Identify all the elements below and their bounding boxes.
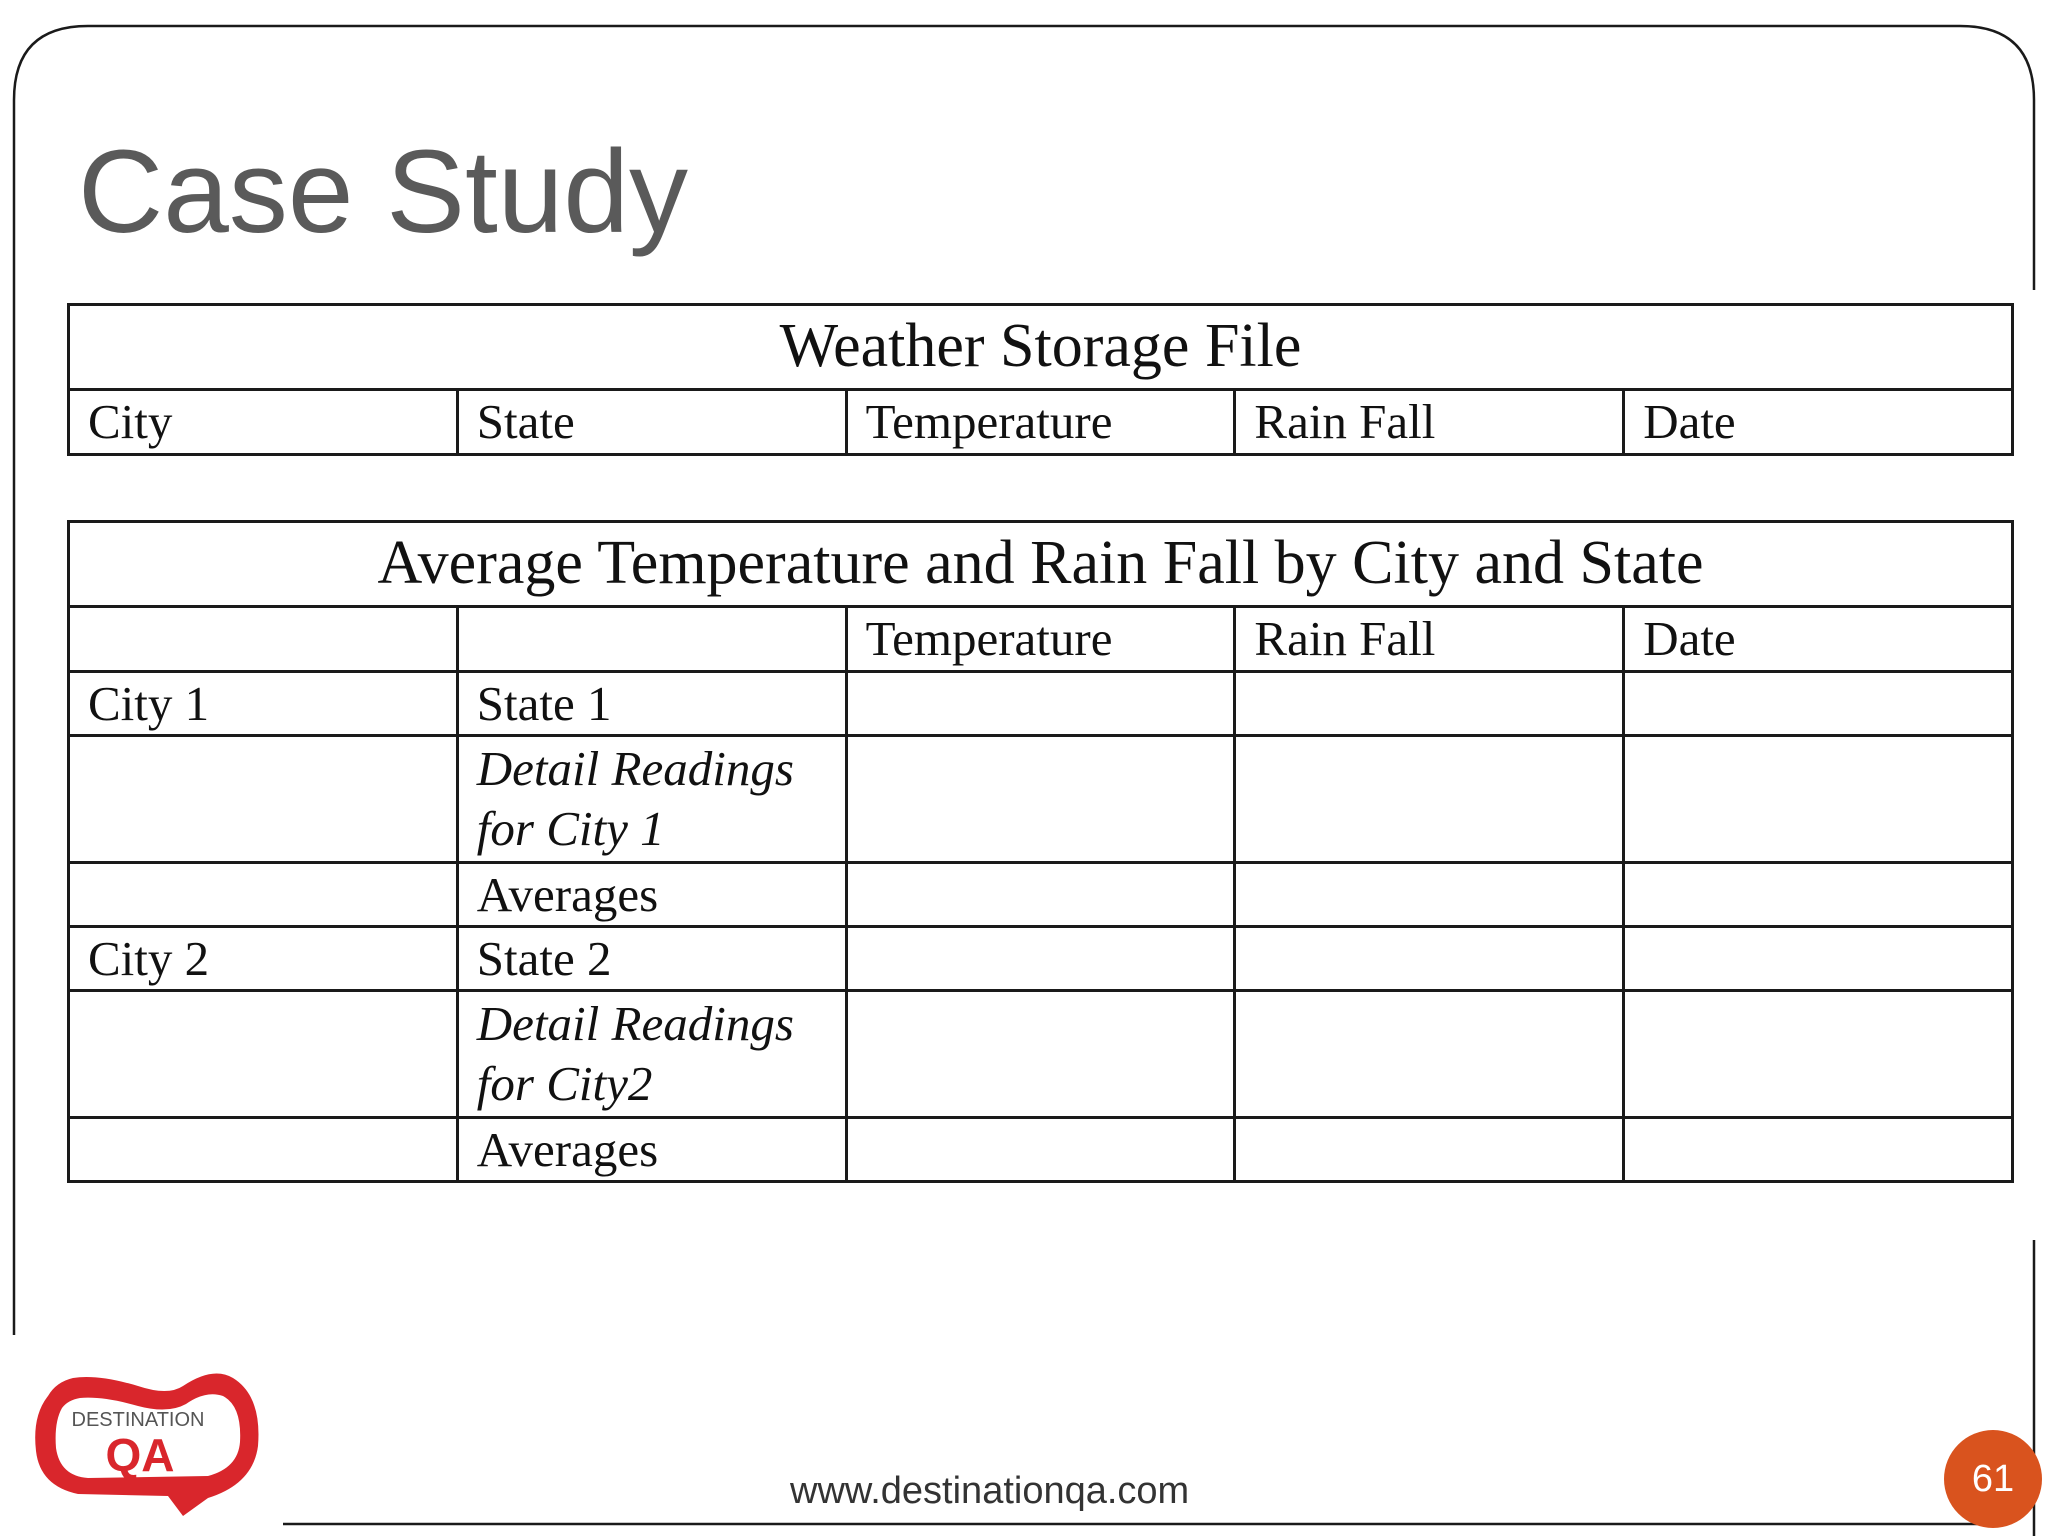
table-cell xyxy=(846,863,1235,927)
table-cell: City 1 xyxy=(69,672,458,736)
table-cell xyxy=(846,1118,1235,1182)
cell-line: Detail Readings xyxy=(476,741,794,797)
table-cell: State 1 xyxy=(457,672,846,736)
table-cell xyxy=(846,991,1235,1118)
table-row xyxy=(69,672,2013,736)
table-cell xyxy=(1624,927,2013,991)
table-caption: Average Temperature and Rain Fall by City and State xyxy=(69,522,2013,607)
table-cell xyxy=(1624,736,2013,863)
table-cell xyxy=(1624,1118,2013,1182)
table-cell xyxy=(69,863,458,927)
logo-text-top: DESTINATION xyxy=(71,1409,205,1431)
table-cell xyxy=(457,991,846,1118)
column-header: Temperature xyxy=(846,607,1235,672)
column-header: Date xyxy=(1624,390,2013,455)
table-cell xyxy=(1235,736,1624,863)
table-cell xyxy=(846,736,1235,863)
table-row xyxy=(69,1118,2013,1182)
table-cell xyxy=(1235,927,1624,991)
cell-line: Detail Readings xyxy=(476,996,794,1052)
destination-qa-logo xyxy=(18,1356,266,1516)
cell-line: for City 1 xyxy=(476,801,665,856)
column-header: City xyxy=(69,390,458,455)
weather-storage-table xyxy=(67,303,2014,456)
table-row xyxy=(69,991,2013,1118)
table-cell: Averages xyxy=(457,863,846,927)
column-header xyxy=(69,607,458,672)
table-cell xyxy=(1235,991,1624,1118)
table-cell xyxy=(846,672,1235,736)
page-number-badge: 61 xyxy=(1944,1430,2042,1528)
table-row xyxy=(69,863,2013,927)
column-header xyxy=(457,607,846,672)
footer-url[interactable]: www.destinationqa.com xyxy=(790,1470,1190,1512)
slide-title: Case Study xyxy=(78,126,688,258)
table-cell xyxy=(1624,672,2013,736)
table-cell xyxy=(1624,991,2013,1118)
cell-line: for City2 xyxy=(476,1056,653,1111)
table-cell: State 2 xyxy=(457,927,846,991)
table-cell xyxy=(846,927,1235,991)
column-header: Rain Fall xyxy=(1235,607,1624,672)
table-row xyxy=(69,927,2013,991)
table-cell: City 2 xyxy=(69,927,458,991)
column-header: Date xyxy=(1624,607,2013,672)
table-cell xyxy=(1235,863,1624,927)
table-cell: Averages xyxy=(457,1118,846,1182)
table-cell xyxy=(1235,672,1624,736)
table-cell xyxy=(1235,1118,1624,1182)
logo-text-main: QA xyxy=(105,1429,175,1481)
table-row xyxy=(69,736,2013,863)
column-header: Temperature xyxy=(846,390,1235,455)
column-header: Rain Fall xyxy=(1235,390,1624,455)
average-temperature-table xyxy=(67,520,2014,1183)
table-cell xyxy=(69,736,458,863)
table-cell xyxy=(457,736,846,863)
table-cell xyxy=(69,1118,458,1182)
column-header: State xyxy=(457,390,846,455)
table-caption: Weather Storage File xyxy=(69,305,2013,390)
table-cell xyxy=(69,991,458,1118)
table-cell xyxy=(1624,863,2013,927)
